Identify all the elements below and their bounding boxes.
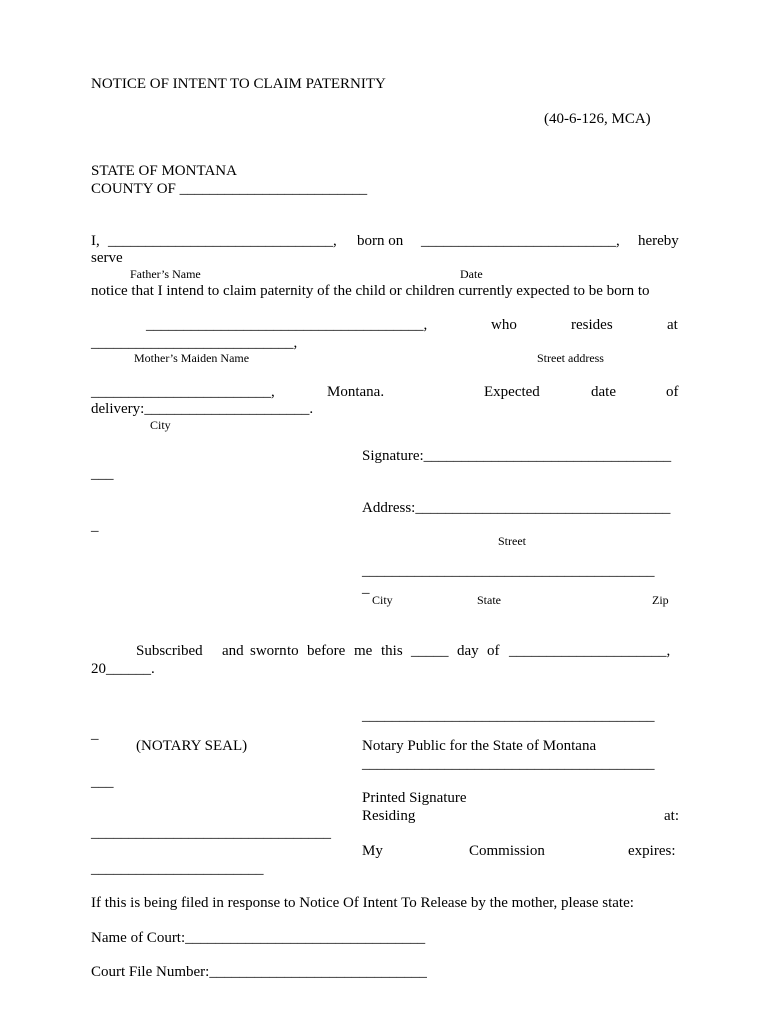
commission-label: Commission (469, 843, 545, 859)
oath-subscribed: Subscribed (136, 643, 203, 659)
street-address-caption: Street address (537, 351, 604, 365)
oath-to: to (287, 643, 299, 659)
notary-overflow-line: _ (91, 726, 99, 742)
signature-overflow-line: ___ (91, 466, 114, 482)
city-state-zip-overflow: _ (362, 580, 370, 596)
date-label: date (591, 384, 616, 400)
form-title: NOTICE OF INTENT TO CLAIM PATERNITY (91, 76, 386, 92)
montana-label: Montana. (327, 384, 385, 400)
sig-state-caption: State (477, 593, 501, 607)
street-address-field[interactable]: ___________________________, (91, 335, 298, 351)
notary-seal-label: (NOTARY SEAL) (136, 738, 248, 754)
street-caption: Street (498, 534, 526, 548)
court-file-number-field[interactable]: Court File Number:_____________________________ (91, 964, 427, 980)
sig-zip-caption: Zip (652, 593, 669, 607)
residing-at-label: at: (664, 808, 679, 824)
hereby-label: hereby (638, 233, 679, 249)
notary-title: Notary Public for the State of Montana (362, 738, 597, 754)
date-caption: Date (460, 267, 483, 281)
printed-signature-line[interactable]: _______________________________________ (362, 756, 655, 772)
city-state-zip-field[interactable]: _______________________________________ (362, 563, 655, 579)
oath-day-field[interactable]: _____ (411, 643, 449, 659)
oath-day: day (457, 643, 479, 659)
oath-year-field[interactable]: 20______. (91, 661, 155, 677)
at-label: at (667, 317, 678, 333)
serve-label: serve (91, 250, 123, 266)
expected-label: Expected (484, 384, 540, 400)
sig-city-caption: City (372, 593, 393, 607)
declaration-i: I, (91, 233, 100, 249)
birth-date-field[interactable]: __________________________, (421, 233, 620, 249)
father-name-field[interactable]: ______________________________, (108, 233, 337, 249)
delivery-date-field[interactable]: delivery:______________________. (91, 401, 314, 417)
born-on-label: born on (357, 233, 404, 249)
signature-field[interactable]: Signature:_________________________________ (362, 448, 672, 464)
county-field[interactable]: COUNTY OF _________________________ (91, 181, 368, 197)
residing-field[interactable]: ________________________________ (91, 825, 331, 841)
resides-label: resides (571, 317, 613, 333)
commission-my: My (362, 843, 383, 859)
residing-label: Residing (362, 808, 416, 824)
commission-expires: expires: (628, 843, 676, 859)
city-caption: City (150, 418, 171, 432)
address-field[interactable]: Address:__________________________________ (362, 500, 671, 516)
oath-me: me (354, 643, 373, 659)
statute-reference: (40-6-126, MCA) (544, 111, 651, 127)
address-overflow-line: _ (91, 518, 99, 534)
oath-sworn: sworn (250, 643, 287, 659)
oath-and: and (222, 643, 244, 659)
father-name-caption: Father’s Name (130, 267, 201, 281)
oath-month-field[interactable]: _____________________, (509, 643, 671, 659)
notary-overflow-line-2: ___ (91, 774, 114, 790)
commission-expires-field[interactable]: _______________________ (91, 861, 264, 877)
oath-before: before (307, 643, 346, 659)
court-note: If this is being filed in response to Notice Of Intent To Release by the mother, please state: (91, 895, 634, 911)
printed-signature-label: Printed Signature (362, 790, 467, 806)
notary-signature-line[interactable]: _______________________________________ (362, 708, 655, 724)
who-label: who (491, 317, 517, 333)
court-name-field[interactable]: Name of Court:________________________________ (91, 930, 426, 946)
oath-of: of (487, 643, 500, 659)
oath-this: this (381, 643, 403, 659)
state-heading: STATE OF MONTANA (91, 163, 237, 179)
of-label: of (666, 384, 679, 400)
mother-name-caption: Mother’s Maiden Name (134, 351, 250, 365)
notice-text: notice that I intend to claim paternity of the child or children currently expected to be born to (91, 283, 650, 299)
mother-name-field[interactable]: _____________________________________, (146, 317, 428, 333)
city-field[interactable]: ________________________, (91, 384, 275, 400)
